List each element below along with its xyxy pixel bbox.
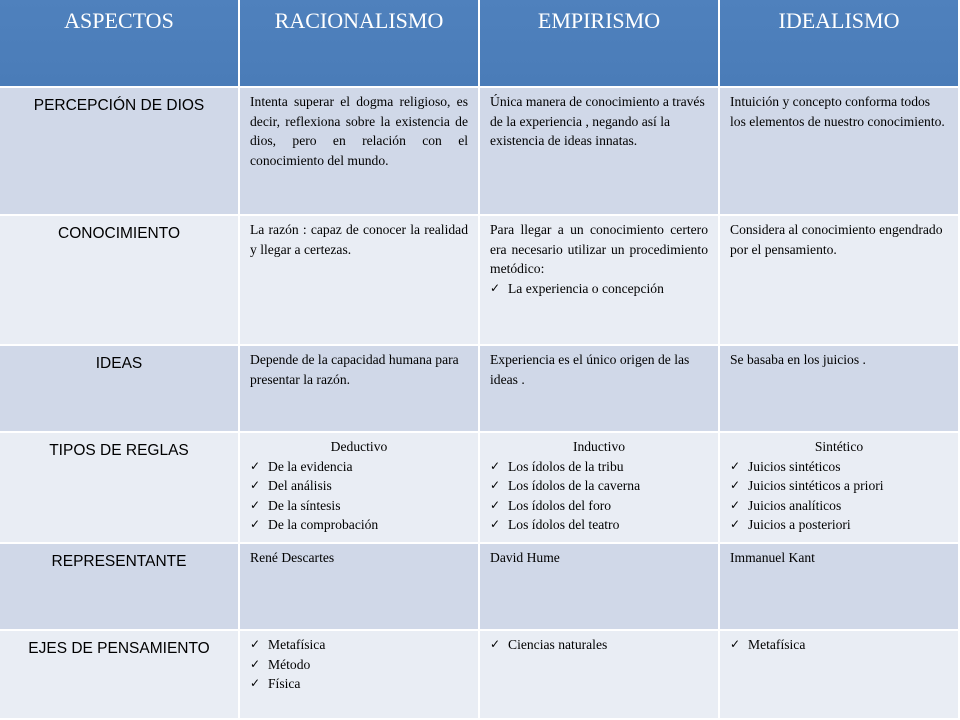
- cell-reglas-racionalismo: [240, 433, 480, 544]
- row-label-percepcion-de-dios: PERCEPCIÓN DE DIOS: [0, 88, 240, 216]
- list-item: ✓ Los ídolos de la caverna: [490, 476, 708, 496]
- list-item: ✓ Física: [250, 674, 468, 694]
- cell-ideas-empirismo: Experiencia es el único origen de las ideas .: [480, 346, 720, 433]
- row-label-representante: REPRESENTANTE: [0, 544, 240, 631]
- cell-reglas-empirismo: [480, 433, 720, 544]
- cell-conocimiento-idealismo: Considera al conocimiento engendrado por el pensamiento.: [720, 216, 960, 346]
- cell-ideas-idealismo: Se basaba en los juicios .: [720, 346, 960, 433]
- cell-ejes-idealismo: [720, 631, 960, 720]
- list-item: ✓ Metafísica: [250, 635, 468, 655]
- ejes-racionalismo-list: [250, 635, 468, 694]
- cell-percepcion-racionalismo: Intenta superar el dogma religioso, es decir, reflexiona sobre la existencia de dios, pero en relación con el conocimiento del mundo.: [240, 88, 480, 216]
- list-item: ✓ Del análisis: [250, 476, 468, 496]
- list-item: ✓ Método: [250, 655, 468, 675]
- cell-representante-empirismo: David Hume: [480, 544, 720, 631]
- cell-representante-racionalismo: René Descartes: [240, 544, 480, 631]
- list-item: ✓ Juicios analíticos: [730, 496, 948, 516]
- cell-conocimiento-empirismo: [480, 216, 720, 346]
- list-item: ✓ De la evidencia: [250, 457, 468, 477]
- row-label-tipos-de-reglas: TIPOS DE REGLAS: [0, 433, 240, 544]
- list-item: ✓ Los ídolos de la tribu: [490, 457, 708, 477]
- conocimiento-empirismo-list: [490, 279, 708, 299]
- row-label-ideas: IDEAS: [0, 346, 240, 433]
- list-item: ✓ De la síntesis: [250, 496, 468, 516]
- cell-reglas-idealismo: [720, 433, 960, 544]
- list-item: ✓ Metafísica: [730, 635, 948, 655]
- list-item: ✓ Juicios sintéticos a priori: [730, 476, 948, 496]
- list-item: ✓ Los ídolos del foro: [490, 496, 708, 516]
- list-item: ✓ De la comprobación: [250, 515, 468, 535]
- header-aspectos: ASPECTOS: [0, 0, 240, 88]
- cell-representante-idealismo: Immanuel Kant: [720, 544, 960, 631]
- reglas-racionalismo-title: Deductivo: [330, 439, 388, 454]
- conocimiento-empirismo-text: Para llegar a un conocimiento certero era necesario utilizar un procedimiento metódico:: [490, 222, 708, 276]
- ejes-idealismo-list: [730, 635, 948, 655]
- list-item: ✓ Juicios sintéticos: [730, 457, 948, 477]
- row-label-conocimiento: CONOCIMIENTO: [0, 216, 240, 346]
- reglas-empirismo-title: Inductivo: [572, 439, 626, 454]
- cell-ideas-racionalismo: Depende de la capacidad humana para presentar la razón.: [240, 346, 480, 433]
- list-item: ✓ Los ídolos del teatro: [490, 515, 708, 535]
- cell-percepcion-empirismo: Única manera de conocimiento a través de la experiencia , negando así la existencia de ideas innatas.: [480, 88, 720, 216]
- reglas-racionalismo-list: [250, 457, 468, 535]
- header-idealismo: IDEALISMO: [720, 0, 960, 88]
- list-item: ✓ Ciencias naturales: [490, 635, 708, 655]
- header-empirismo: EMPIRISMO: [480, 0, 720, 88]
- reglas-idealismo-title: Sintético: [814, 439, 864, 454]
- header-racionalismo: RACIONALISMO: [240, 0, 480, 88]
- list-item: ✓ La experiencia o concepción: [490, 279, 708, 299]
- reglas-empirismo-list: [490, 457, 708, 535]
- cell-ejes-racionalismo: [240, 631, 480, 720]
- list-item: ✓ Juicios a posteriori: [730, 515, 948, 535]
- cell-conocimiento-racionalismo: La razón : capaz de conocer la realidad y llegar a certezas.: [240, 216, 480, 346]
- row-label-ejes-de-pensamiento: EJES DE PENSAMIENTO: [0, 631, 240, 720]
- reglas-idealismo-list: [730, 457, 948, 535]
- cell-percepcion-idealismo: Intuición y concepto conforma todos los elementos de nuestro conocimiento.: [720, 88, 960, 216]
- ejes-empirismo-list: [490, 635, 708, 655]
- cell-ejes-empirismo: [480, 631, 720, 720]
